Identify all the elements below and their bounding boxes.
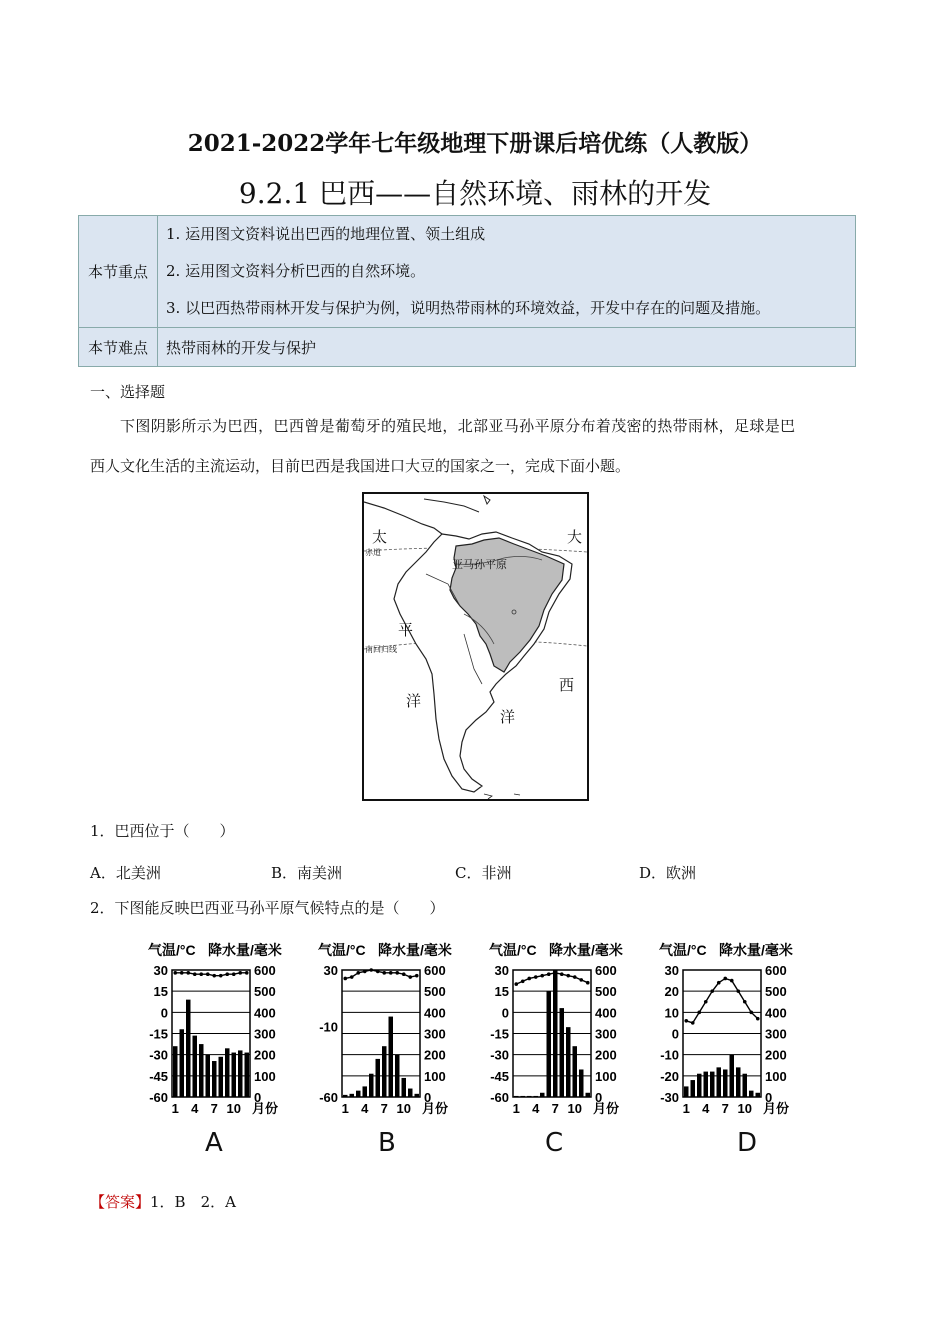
temp-tick-label: 30 (494, 963, 509, 978)
precip-tick-label: 300 (595, 1026, 617, 1042)
temp-point (586, 981, 590, 985)
precip-tick-label: 600 (424, 963, 446, 978)
difficulty-label: 本节难点 (79, 328, 158, 367)
temp-point (408, 975, 412, 979)
temp-line (175, 973, 247, 976)
precip-bar (521, 1096, 526, 1097)
precip-bar (540, 1093, 545, 1097)
temp-point (547, 972, 551, 976)
precip-tick-label: 500 (254, 984, 276, 1000)
precip-bar (180, 1029, 185, 1097)
month-tick-label: 1 (171, 1101, 179, 1116)
intro-paragraph-line2: 西人文化生活的主流运动，目前巴西是我国进口大豆的国家之一，完成下面小题。 (90, 457, 631, 475)
precip-axis-title: 降水量/毫米 (719, 942, 793, 958)
precip-tick-label: 500 (424, 984, 446, 1000)
month-tick-label: 7 (551, 1101, 559, 1116)
temp-point (343, 977, 347, 981)
intro-paragraph-line1: 下图阴影所示为巴西，巴西曾是葡萄牙的殖民地，北部亚马孙平原分布着茂密的热带雨林，足球是巴 (120, 417, 796, 435)
temp-tick-label: -45 (149, 1068, 168, 1084)
month-tick-label: 1 (682, 1101, 690, 1116)
temp-point (521, 979, 525, 983)
label-atlantic-2: 西 (559, 676, 575, 694)
answer-text: 1．B 2．A (150, 1193, 236, 1211)
x-axis-unit: 月份 (422, 1101, 449, 1116)
precip-tick-label: 200 (765, 1047, 787, 1063)
precip-bar (199, 1044, 204, 1097)
temp-point (723, 977, 727, 981)
precip-tick-label: 600 (254, 963, 276, 978)
island (514, 794, 520, 795)
precip-bar (225, 1048, 230, 1097)
temp-point (225, 972, 229, 976)
precip-tick-label: 500 (765, 984, 787, 1000)
precip-tick-label: 100 (765, 1068, 787, 1084)
temp-point (245, 971, 249, 975)
precip-bar (560, 1008, 565, 1097)
precip-bar (527, 1096, 532, 1097)
temp-point (382, 971, 386, 975)
climate-chart-a (130, 938, 290, 1123)
precip-axis-title: 降水量/毫米 (208, 942, 282, 958)
question-1-option-a: A．北美洲 (90, 864, 161, 882)
precip-bar (193, 1036, 198, 1097)
chart-letter-b: B (378, 1128, 396, 1158)
temp-tick-label: -10 (319, 1019, 338, 1035)
objectives-table (78, 215, 856, 367)
temp-point (402, 972, 406, 976)
precip-bar (408, 1089, 413, 1097)
temp-tick-label: 15 (153, 984, 168, 1000)
question-1-option-c: C．非洲 (455, 864, 512, 882)
key-point-item: 1. 运用图文资料说出巴西的地理位置、领土组成 (166, 225, 486, 243)
temp-point (206, 972, 210, 976)
chart-letter-c: C (545, 1128, 564, 1158)
temp-point (527, 977, 531, 981)
precip-bar (710, 1072, 715, 1097)
precip-bar (717, 1067, 722, 1097)
temp-point (173, 971, 177, 975)
month-tick-label: 10 (737, 1101, 752, 1116)
precip-tick-label: 300 (254, 1026, 276, 1042)
temp-tick-label: -10 (660, 1047, 679, 1063)
label-equator: 赤道 (365, 548, 381, 557)
label-tropic: 南回归线 (365, 645, 397, 654)
precip-bar (749, 1091, 754, 1097)
document-title: 2021-2022学年七年级地理下册课后培优练（人教版） (187, 130, 763, 157)
temp-tick-label: 30 (153, 963, 168, 978)
precip-bar (553, 970, 558, 1097)
map-svg (364, 494, 587, 799)
precip-bar (376, 1059, 381, 1097)
precip-tick-label: 400 (424, 1005, 446, 1021)
precip-bar (704, 1072, 709, 1097)
precip-axis-title: 降水量/毫米 (549, 942, 623, 958)
temp-point (193, 972, 197, 976)
temp-point (395, 971, 399, 975)
temp-point (684, 1019, 688, 1023)
precip-tick-label: 300 (765, 1026, 787, 1042)
temp-point (514, 982, 518, 986)
lesson-title: 9.2.1 巴西——自然环境、雨林的开发 (238, 177, 712, 210)
temp-point (736, 989, 740, 993)
precip-bar (186, 1000, 191, 1097)
month-tick-label: 7 (210, 1101, 218, 1116)
temp-point (232, 972, 236, 976)
temp-point (566, 974, 570, 978)
climate-chart-d (641, 938, 801, 1123)
temp-point (691, 1021, 695, 1025)
climate-chart-svg (471, 938, 631, 1123)
precip-bar (402, 1078, 407, 1097)
month-tick-label: 7 (721, 1101, 729, 1116)
temp-axis-title: 气温/°C (148, 942, 196, 958)
precip-tick-label: 0 (595, 1090, 603, 1105)
climate-chart-c (471, 938, 631, 1123)
precip-bar (382, 1046, 387, 1097)
precip-tick-label: 100 (424, 1068, 446, 1084)
answer-label: 【答案】 (90, 1193, 151, 1211)
climate-chart-svg (641, 938, 801, 1123)
temp-point (697, 1011, 701, 1015)
temp-point (717, 981, 721, 985)
temp-point (560, 972, 564, 976)
temp-point (180, 971, 184, 975)
temp-tick-label: -60 (490, 1090, 509, 1105)
label-pacific-3: 洋 (406, 692, 422, 710)
temp-axis-title: 气温/°C (318, 942, 366, 958)
precip-bar (212, 1061, 217, 1097)
temp-tick-label: 0 (671, 1026, 679, 1042)
temp-tick-label: 10 (664, 1005, 679, 1021)
temp-tick-label: -20 (660, 1068, 679, 1084)
question-1-option-d: D．欧洲 (639, 864, 697, 882)
precip-bar (534, 1096, 539, 1097)
precip-bar (173, 1046, 178, 1097)
temp-line (686, 978, 758, 1022)
precip-tick-label: 600 (765, 963, 787, 978)
label-atlantic-3: 洋 (500, 708, 516, 726)
temp-point (363, 970, 367, 974)
precip-tick-label: 400 (595, 1005, 617, 1021)
temp-tick-label: -45 (490, 1068, 509, 1084)
precip-bar (356, 1091, 361, 1097)
precip-bar (395, 1055, 400, 1097)
precip-bar (206, 1055, 211, 1097)
precip-tick-label: 200 (595, 1047, 617, 1063)
temp-tick-label: -60 (149, 1090, 168, 1105)
temp-point (730, 979, 734, 983)
month-tick-label: 1 (512, 1101, 520, 1116)
temp-point (540, 974, 544, 978)
temp-tick-label: -60 (319, 1090, 338, 1105)
temp-point (219, 974, 223, 978)
temp-point (376, 970, 380, 974)
temp-point (749, 1011, 753, 1015)
x-axis-unit: 月份 (593, 1101, 620, 1116)
precip-bar (566, 1027, 571, 1097)
key-point-item: 2. 运用图文资料分析巴西的自然环境。 (166, 262, 426, 280)
temp-point (415, 974, 419, 978)
precip-tick-label: 200 (424, 1047, 446, 1063)
precip-tick-label: 100 (254, 1068, 276, 1084)
climate-chart-b (300, 938, 460, 1123)
precip-tick-label: 0 (254, 1090, 262, 1105)
precip-bar (586, 1093, 591, 1097)
precip-bar (684, 1086, 689, 1097)
temp-tick-label: 20 (664, 984, 679, 1000)
temp-tick-label: -15 (490, 1026, 509, 1042)
temp-point (389, 971, 393, 975)
temp-tick-label: 0 (160, 1005, 168, 1021)
label-pacific-2: 平 (398, 621, 414, 639)
precip-bar (514, 1096, 519, 1097)
chart-letter-d: D (737, 1128, 758, 1158)
precip-tick-label: 400 (254, 1005, 276, 1021)
key-points-cell (158, 216, 856, 328)
x-axis-unit: 月份 (252, 1101, 279, 1116)
precip-tick-label: 600 (595, 963, 617, 978)
climate-chart-svg (130, 938, 290, 1123)
temp-point (350, 975, 354, 979)
month-tick-label: 10 (396, 1101, 411, 1116)
precip-bar (730, 1055, 735, 1097)
precip-bar (579, 1069, 584, 1097)
temp-point (553, 971, 557, 975)
question-1-option-b: B．南美洲 (271, 864, 343, 882)
precip-bar (723, 1069, 728, 1097)
temp-line (345, 970, 417, 978)
precip-bar (743, 1074, 748, 1097)
month-tick-label: 4 (361, 1101, 369, 1116)
month-tick-label: 4 (702, 1101, 710, 1116)
precip-tick-label: 100 (595, 1068, 617, 1084)
precip-bar (736, 1067, 741, 1097)
temp-tick-label: 30 (323, 963, 338, 978)
temp-axis-title: 气温/°C (489, 942, 537, 958)
key-point-item: 3. 以巴西热带雨林开发与保护为例，说明热带雨林的环境效益，开发中存在的问题及措施。 (166, 299, 771, 317)
island (484, 496, 490, 504)
temp-tick-label: 0 (501, 1005, 509, 1021)
precip-tick-label: 0 (765, 1090, 773, 1105)
temp-point (573, 975, 577, 979)
precip-bar (697, 1074, 702, 1097)
temp-tick-label: -15 (149, 1026, 168, 1042)
temp-tick-label: -30 (660, 1090, 679, 1105)
label-amazon-plain: 亚马孙平原 (452, 558, 507, 571)
temp-point (186, 971, 190, 975)
label-pacific-1: 太 (372, 528, 388, 546)
month-tick-label: 1 (341, 1101, 349, 1116)
temp-point (356, 971, 360, 975)
precip-tick-label: 0 (424, 1090, 432, 1105)
answer-line (90, 1191, 236, 1212)
precip-bar (363, 1086, 368, 1097)
month-tick-label: 4 (191, 1101, 199, 1116)
temp-tick-label: -30 (490, 1047, 509, 1063)
temp-point (238, 971, 242, 975)
temp-point (704, 1000, 708, 1004)
temp-axis-title: 气温/°C (659, 942, 707, 958)
precip-bar (573, 1046, 578, 1097)
precip-tick-label: 500 (595, 984, 617, 1000)
precip-tick-label: 300 (424, 1026, 446, 1042)
precip-bar (415, 1094, 420, 1097)
precip-axis-title: 降水量/毫米 (378, 942, 452, 958)
temp-tick-label: 30 (664, 963, 679, 978)
precip-bar (238, 1050, 243, 1097)
question-2-stem: 2．下图能反映巴西亚马孙平原气候特点的是（ ） (90, 899, 445, 917)
temp-tick-label: -30 (149, 1047, 168, 1063)
temp-point (743, 1000, 747, 1004)
month-tick-label: 10 (226, 1101, 241, 1116)
precip-bar (369, 1074, 374, 1097)
month-tick-label: 10 (567, 1101, 582, 1116)
precip-bar (350, 1094, 355, 1097)
key-points-label: 本节重点 (79, 216, 158, 328)
precip-bar (756, 1093, 761, 1097)
climate-chart-svg (300, 938, 460, 1123)
temp-point (579, 978, 583, 982)
precip-tick-label: 200 (254, 1047, 276, 1063)
island (484, 794, 492, 799)
temp-point (534, 975, 538, 979)
temp-point (756, 1017, 760, 1021)
precip-bar (691, 1080, 696, 1097)
difficulty-text: 热带雨林的开发与保护 (158, 328, 856, 367)
precip-bar (245, 1053, 250, 1097)
month-tick-label: 7 (380, 1101, 388, 1116)
x-axis-unit: 月份 (763, 1101, 790, 1116)
temp-point (199, 972, 203, 976)
precip-bar (219, 1057, 224, 1097)
precip-bar (389, 1017, 394, 1097)
temp-line (516, 973, 588, 984)
precip-bar (232, 1053, 237, 1097)
south-america-map (362, 492, 589, 801)
precip-bar (343, 1095, 348, 1097)
month-tick-label: 4 (532, 1101, 540, 1116)
caribbean-coast (424, 499, 479, 512)
temp-point (369, 968, 373, 972)
label-atlantic-1: 大 (567, 528, 583, 546)
section-heading: 一、选择题 (90, 383, 166, 401)
precip-tick-label: 400 (765, 1005, 787, 1021)
chart-letter-a: A (205, 1128, 223, 1158)
temp-point (212, 974, 216, 978)
question-1-stem: 1．巴西位于（ ） (90, 822, 235, 840)
precip-bar (547, 991, 552, 1097)
temp-point (710, 989, 714, 993)
temp-tick-label: 15 (494, 984, 509, 1000)
